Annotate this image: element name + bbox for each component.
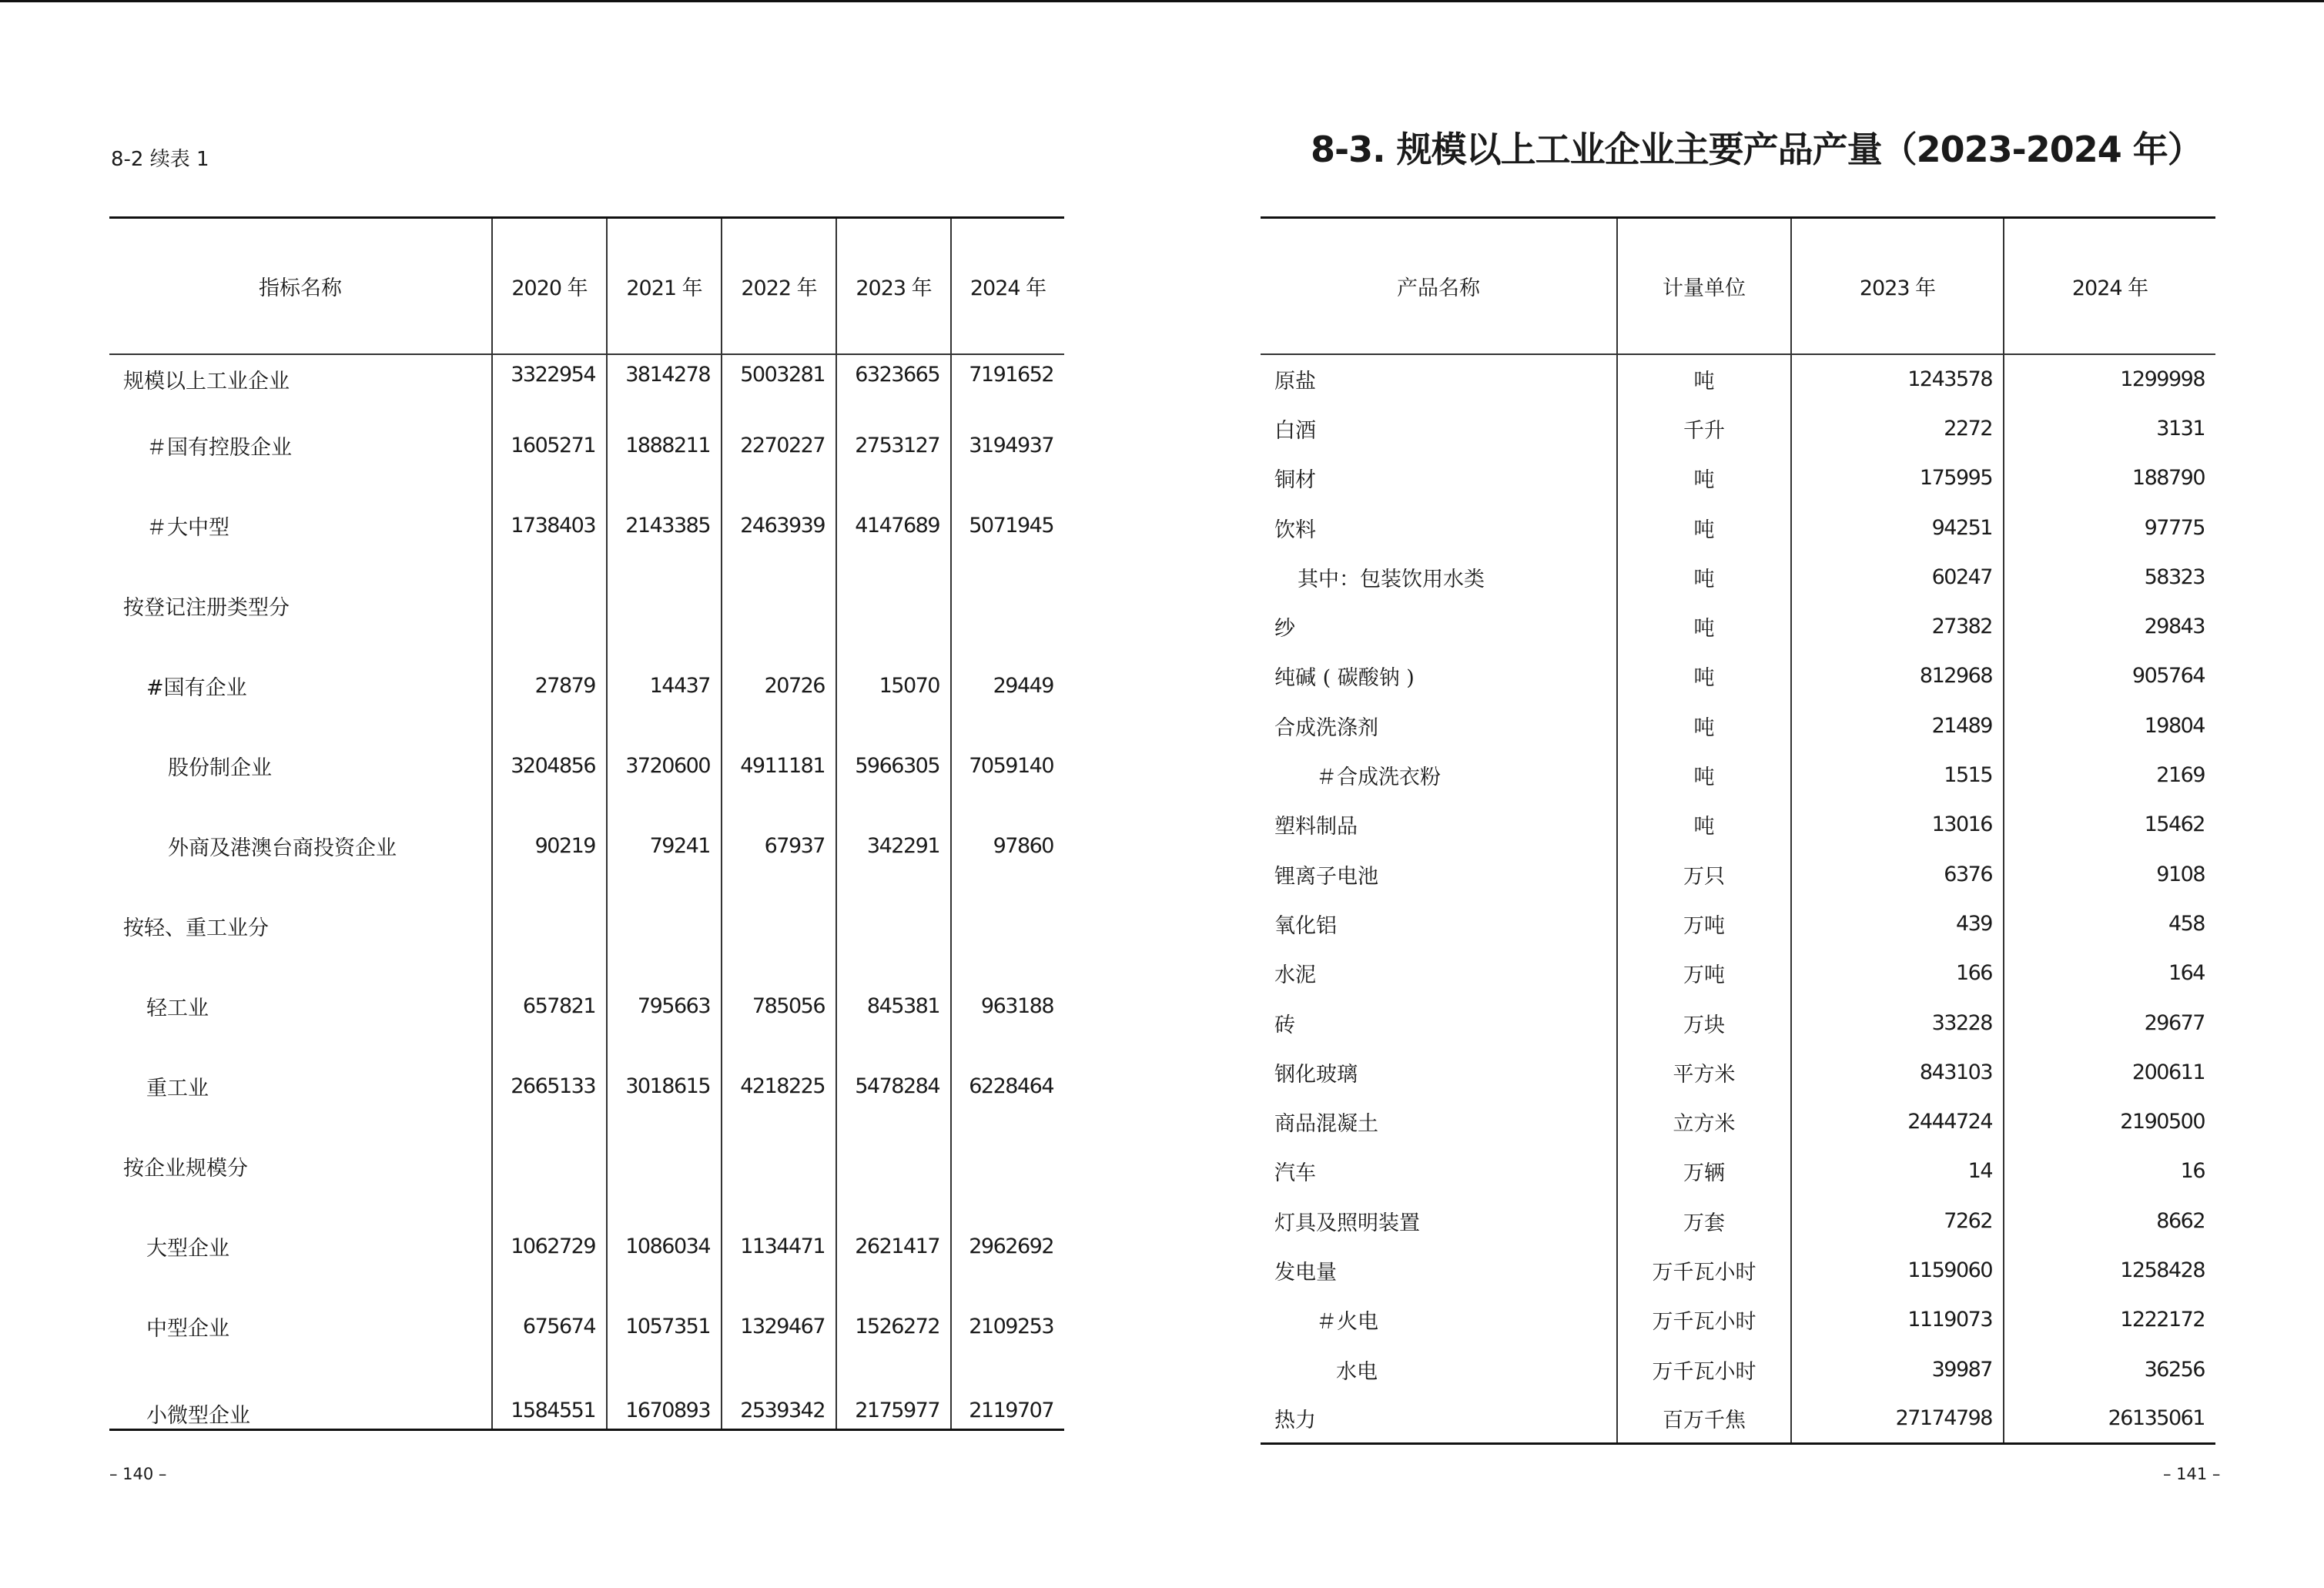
- unit-cell: 吨: [1617, 800, 1791, 849]
- cell-value: 4218225: [722, 1046, 836, 1126]
- cell-value: 2665133: [492, 1046, 607, 1126]
- table-row: [1261, 552, 2215, 601]
- product-name: 灯具及照明装置: [1274, 1211, 1420, 1235]
- table-row: [109, 405, 1064, 485]
- cell-value: 27174798: [1791, 1394, 2004, 1443]
- row-label: 轻工业: [146, 996, 209, 1020]
- cell-value: 812968: [1791, 652, 2004, 701]
- cell-value: 2175977: [836, 1366, 951, 1430]
- cell-value: 14: [1791, 1147, 2004, 1196]
- unit-cell: 千升: [1617, 404, 1791, 453]
- cell-value: 97775: [2004, 503, 2215, 552]
- header-product-name: 产品名称: [1261, 218, 1617, 355]
- product-name: 纱: [1274, 617, 1295, 642]
- header-year: 2021 年: [607, 218, 722, 355]
- cell-value: 5478284: [836, 1046, 951, 1126]
- cell-value: 21489: [1791, 701, 2004, 750]
- table-row: [1261, 750, 2215, 799]
- table-row: [1261, 1047, 2215, 1097]
- row-label: 大型企业: [146, 1236, 229, 1261]
- cell-value: 1222172: [2004, 1295, 2215, 1345]
- cell-value: 6228464: [951, 1046, 1064, 1126]
- unit-cell: 万块: [1617, 998, 1791, 1047]
- cell-value: 94251: [1791, 503, 2004, 552]
- row-label: 小微型企业: [109, 1366, 492, 1430]
- cell-value: 2444724: [1791, 1097, 2004, 1146]
- unit-cell: 吨: [1617, 652, 1791, 701]
- table-row: [1261, 503, 2215, 552]
- table-row: [109, 645, 1064, 725]
- table-row: [1261, 701, 2215, 750]
- row-label: 重工业: [146, 1076, 209, 1101]
- product-name: 水电: [1336, 1359, 1378, 1384]
- header-year: 2023 年: [1791, 218, 2004, 355]
- table-caption: 8-2 续表 1: [111, 148, 209, 171]
- row-label: 规模以上工业企业: [123, 370, 290, 394]
- unit-cell: 万千瓦小时: [1617, 1245, 1791, 1295]
- header-year: 2022 年: [722, 218, 836, 355]
- product-name: 热力: [1261, 1394, 1617, 1443]
- cell-value: 27879: [492, 645, 607, 725]
- table-row: [1261, 998, 2215, 1047]
- row-label: ＃大中型: [146, 515, 229, 540]
- cell-value: 1526272: [836, 1286, 951, 1366]
- cell-value: [722, 886, 836, 966]
- cell-value: 2169: [2004, 750, 2215, 799]
- cell-value: 7191652: [951, 354, 1064, 405]
- cell-value: 33228: [1791, 998, 2004, 1047]
- row-label: 按轻、重工业分: [123, 916, 269, 940]
- table-row: [1261, 1196, 2215, 1245]
- cell-value: 905764: [2004, 652, 2215, 701]
- cell-value: 9108: [2004, 849, 2215, 899]
- cell-value: 1057351: [607, 1286, 722, 1366]
- cell-value: 3204856: [492, 725, 607, 806]
- cell-value: 1086034: [607, 1206, 722, 1286]
- cell-value: 2753127: [836, 405, 951, 485]
- cell-value: 3018615: [607, 1046, 722, 1126]
- cell-value: 27382: [1791, 601, 2004, 651]
- cell-value: [836, 886, 951, 966]
- row-label: ＃国有控股企业: [146, 435, 292, 460]
- table-row: [1261, 454, 2215, 503]
- cell-value: 785056: [722, 966, 836, 1046]
- cell-value: 3814278: [607, 354, 722, 405]
- table-header-row: [109, 218, 1064, 355]
- unit-cell: 万千瓦小时: [1617, 1345, 1791, 1394]
- cell-value: 2621417: [836, 1206, 951, 1286]
- unit-cell: 平方米: [1617, 1047, 1791, 1097]
- cell-value: 4911181: [722, 725, 836, 806]
- cell-value: [492, 1126, 607, 1206]
- cell-value: [836, 565, 951, 645]
- cell-value: 39987: [1791, 1345, 2004, 1394]
- cell-value: 67937: [722, 806, 836, 886]
- product-name: 原盐: [1274, 370, 1316, 394]
- cell-value: 342291: [836, 806, 951, 886]
- unit-cell: 吨: [1617, 601, 1791, 651]
- cell-value: [607, 886, 722, 966]
- cell-value: 7059140: [951, 725, 1064, 806]
- table-row: [1261, 1245, 2215, 1295]
- product-name: 塑料制品: [1274, 815, 1358, 839]
- product-name: 饮料: [1274, 518, 1316, 542]
- product-name: 白酒: [1274, 418, 1316, 443]
- cell-value: 1670893: [607, 1366, 722, 1430]
- unit-cell: 万只: [1617, 849, 1791, 899]
- product-name: 纯碱 ( 碳酸钠 ): [1274, 666, 1415, 691]
- table-row: [1261, 899, 2215, 948]
- unit-cell: 吨: [1617, 701, 1791, 750]
- cell-value: 2143385: [607, 485, 722, 565]
- unit-cell: 万吨: [1617, 899, 1791, 948]
- cell-value: 675674: [492, 1286, 607, 1366]
- header-indicator-name: 指标名称: [109, 218, 492, 355]
- unit-cell: 百万千焦: [1617, 1394, 1791, 1443]
- cell-value: 1605271: [492, 405, 607, 485]
- header-year: 2024 年: [2004, 218, 2215, 355]
- cell-value: 200611: [2004, 1047, 2215, 1097]
- cell-value: 2109253: [951, 1286, 1064, 1366]
- header-year: 2023 年: [836, 218, 951, 355]
- cell-value: 29677: [2004, 998, 2215, 1047]
- cell-value: 15462: [2004, 800, 2215, 849]
- unit-cell: 吨: [1617, 552, 1791, 601]
- table-row: [1261, 1295, 2215, 1345]
- cell-value: 1888211: [607, 405, 722, 485]
- table-row: [109, 806, 1064, 886]
- table-row: [1261, 949, 2215, 998]
- cell-value: 3194937: [951, 405, 1064, 485]
- row-label: 按企业规模分: [123, 1156, 248, 1181]
- cell-value: 36256: [2004, 1345, 2215, 1394]
- cell-value: 963188: [951, 966, 1064, 1046]
- cell-value: 6376: [1791, 849, 2004, 899]
- cell-value: 845381: [836, 966, 951, 1046]
- cell-value: 7262: [1791, 1196, 2004, 1245]
- table-row: [1261, 849, 2215, 899]
- cell-value: 795663: [607, 966, 722, 1046]
- cell-value: 60247: [1791, 552, 2004, 601]
- cell-value: 657821: [492, 966, 607, 1046]
- cell-value: 175995: [1791, 454, 2004, 503]
- table-row: [109, 1366, 1064, 1430]
- product-name: 汽车: [1274, 1161, 1316, 1186]
- table-row: [1261, 1097, 2215, 1146]
- product-output-table: [1261, 216, 2215, 1445]
- cell-value: 188790: [2004, 454, 2215, 503]
- table-row: [1261, 354, 2215, 404]
- cell-value: 4147689: [836, 485, 951, 565]
- product-name: 砖: [1274, 1013, 1295, 1037]
- cell-value: [951, 1126, 1064, 1206]
- table-row: [1261, 652, 2215, 701]
- cell-value: [951, 886, 1064, 966]
- unit-cell: 万辆: [1617, 1147, 1791, 1196]
- cell-value: 1515: [1791, 750, 2004, 799]
- product-name: ＃合成洗衣粉: [1316, 766, 1441, 790]
- product-name: 其中：包装饮用水类: [1298, 567, 1485, 591]
- table-row: [1261, 404, 2215, 453]
- cell-value: 1062729: [492, 1206, 607, 1286]
- table-header-row: [1261, 218, 2215, 355]
- cell-value: 1738403: [492, 485, 607, 565]
- cell-value: 2463939: [722, 485, 836, 565]
- cell-value: 1243578: [1791, 354, 2004, 404]
- cell-value: [607, 565, 722, 645]
- table-row: [109, 565, 1064, 645]
- product-name: 钢化玻璃: [1274, 1062, 1358, 1087]
- cell-value: 58323: [2004, 552, 2215, 601]
- table-row: [109, 1286, 1064, 1366]
- table-row: [109, 966, 1064, 1046]
- table-row: [1261, 1345, 2215, 1394]
- cell-value: 3131: [2004, 404, 2215, 453]
- product-name: 商品混凝土: [1274, 1112, 1378, 1137]
- cell-value: 166: [1791, 949, 2004, 998]
- industrial-enterprises-table: [109, 216, 1064, 1431]
- cell-value: 1159060: [1791, 1245, 2004, 1295]
- cell-value: 8662: [2004, 1196, 2215, 1245]
- cell-value: 3322954: [492, 354, 607, 405]
- table-row: [109, 354, 1064, 405]
- cell-value: 2272: [1791, 404, 2004, 453]
- cell-value: 2190500: [2004, 1097, 2215, 1146]
- cell-value: 1134471: [722, 1206, 836, 1286]
- cell-value: 1584551: [492, 1366, 607, 1430]
- cell-value: 79241: [607, 806, 722, 886]
- row-label: 外商及港澳台商投资企业: [168, 836, 397, 860]
- product-name: ＃火电: [1316, 1310, 1378, 1335]
- table-row: [109, 1046, 1064, 1126]
- product-name: 氧化铝: [1274, 913, 1337, 938]
- cell-value: 97860: [951, 806, 1064, 886]
- cell-value: 19804: [2004, 701, 2215, 750]
- cell-value: [951, 565, 1064, 645]
- cell-value: 5071945: [951, 485, 1064, 565]
- cell-value: 3720600: [607, 725, 722, 806]
- unit-cell: 立方米: [1617, 1097, 1791, 1146]
- cell-value: 1258428: [2004, 1245, 2215, 1295]
- row-label: #国有企业: [146, 675, 247, 700]
- product-name: 合成洗涤剂: [1274, 715, 1378, 740]
- cell-value: 458: [2004, 899, 2215, 948]
- unit-cell: 吨: [1617, 750, 1791, 799]
- page-title: 8-3. 规模以上工业企业主要产品产量（2023-2024 年）: [1311, 129, 2202, 170]
- cell-value: 5966305: [836, 725, 951, 806]
- cell-value: [722, 1126, 836, 1206]
- page-number: – 140 –: [109, 1465, 167, 1483]
- page-number: – 141 –: [2163, 1465, 2221, 1483]
- unit-cell: 吨: [1617, 354, 1791, 404]
- cell-value: 29843: [2004, 601, 2215, 651]
- header-year: 2020 年: [492, 218, 607, 355]
- unit-cell: 吨: [1617, 503, 1791, 552]
- cell-value: 2119707: [951, 1366, 1064, 1430]
- table-row: [109, 485, 1064, 565]
- cell-value: [492, 565, 607, 645]
- product-name: 水泥: [1274, 963, 1316, 988]
- cell-value: 164: [2004, 949, 2215, 998]
- unit-cell: 万套: [1617, 1196, 1791, 1245]
- cell-value: [607, 1126, 722, 1206]
- cell-value: 1299998: [2004, 354, 2215, 404]
- table-row: [109, 725, 1064, 806]
- table-row: [1261, 1147, 2215, 1196]
- cell-value: 843103: [1791, 1047, 2004, 1097]
- table-row: [109, 1126, 1064, 1206]
- unit-cell: 万吨: [1617, 949, 1791, 998]
- cell-value: 15070: [836, 645, 951, 725]
- cell-value: [836, 1126, 951, 1206]
- cell-value: 20726: [722, 645, 836, 725]
- cell-value: 6323665: [836, 354, 951, 405]
- table-row: [1261, 1394, 2215, 1443]
- cell-value: 1329467: [722, 1286, 836, 1366]
- product-name: 锂离子电池: [1274, 864, 1378, 889]
- cell-value: 1119073: [1791, 1295, 2004, 1345]
- table-row: [1261, 800, 2215, 849]
- cell-value: 16: [2004, 1147, 2215, 1196]
- right-page: [1162, 0, 2324, 1588]
- cell-value: 26135061: [2004, 1394, 2215, 1443]
- cell-value: 2539342: [722, 1366, 836, 1430]
- cell-value: 2270227: [722, 405, 836, 485]
- cell-value: 439: [1791, 899, 2004, 948]
- cell-value: 5003281: [722, 354, 836, 405]
- table-row: [1261, 601, 2215, 651]
- row-label: 中型企业: [146, 1316, 229, 1341]
- cell-value: [492, 886, 607, 966]
- header-unit: 计量单位: [1617, 218, 1791, 355]
- cell-value: 90219: [492, 806, 607, 886]
- cell-value: 2962692: [951, 1206, 1064, 1286]
- cell-value: 14437: [607, 645, 722, 725]
- unit-cell: 吨: [1617, 454, 1791, 503]
- unit-cell: 万千瓦小时: [1617, 1295, 1791, 1345]
- product-name: 发电量: [1274, 1260, 1337, 1285]
- product-name: 铜材: [1274, 468, 1316, 493]
- row-label: 按登记注册类型分: [123, 595, 290, 620]
- cell-value: 13016: [1791, 800, 2004, 849]
- table-row: [109, 1206, 1064, 1286]
- table-row: [109, 886, 1064, 966]
- header-year: 2024 年: [951, 218, 1064, 355]
- cell-value: [722, 565, 836, 645]
- row-label: 股份制企业: [168, 755, 272, 780]
- cell-value: 29449: [951, 645, 1064, 725]
